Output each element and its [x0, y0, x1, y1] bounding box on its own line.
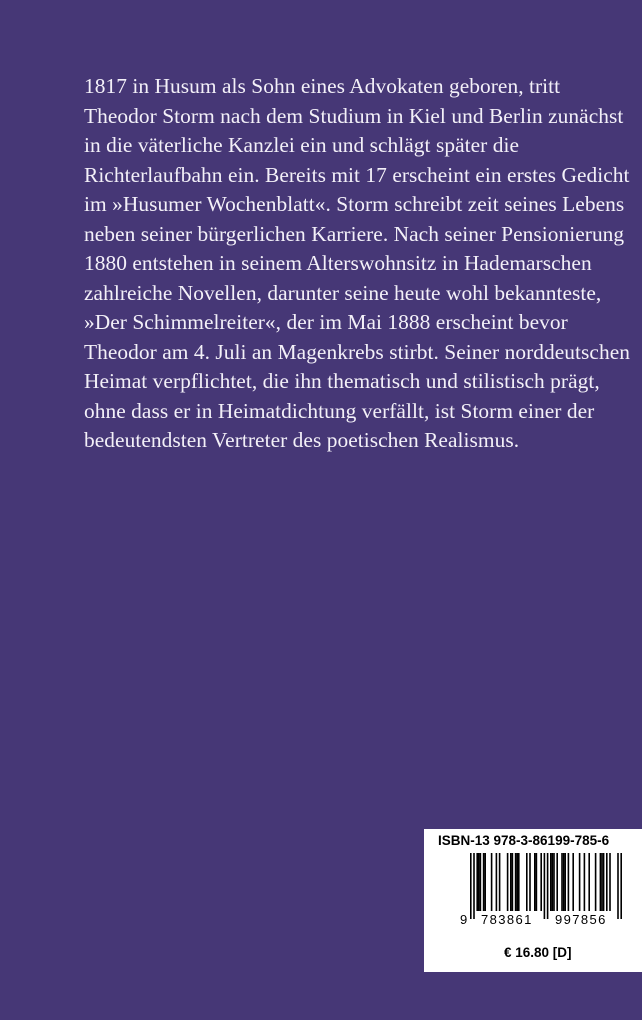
barcode-bar: [550, 853, 552, 911]
blurb-line: Theodor am 4. Juli an Magenkrebs stirbt. Seiner norddeutschen: [84, 339, 631, 364]
blurb-line: 1817 in Husum als Sohn eines Advokaten geboren, tritt: [84, 74, 561, 98]
barcode-bar: [552, 853, 554, 911]
author-biography: [84, 72, 642, 456]
price-label: € 16.80 [D]: [504, 945, 572, 960]
barcode-bar: [568, 853, 570, 911]
barcode-bar: [516, 853, 518, 911]
barcode-guard-bar: [617, 853, 619, 919]
barcode-bar: [540, 853, 542, 911]
blurb-line: Richterlaufbahn ein. Bereits mit 17 erscheint ein erstes Gedicht: [84, 162, 630, 187]
barcode-bar: [483, 853, 485, 911]
barcode-bar: [507, 853, 509, 911]
barcode-bar: [563, 853, 565, 911]
barcode-bar: [534, 853, 536, 911]
blurb-line: Heimat verpflichtet, die ihn thematisch und stilistisch prägt,: [84, 369, 600, 393]
barcode-bar: [529, 853, 531, 911]
barcode-bar: [553, 853, 555, 911]
barcode-bar: [556, 853, 558, 911]
barcode-bar: [600, 853, 602, 911]
barcode-digits-right: 997856: [555, 912, 607, 927]
blurb-line: Theodor Storm nach dem Studium in Kiel und Berlin zunächst: [84, 103, 624, 128]
barcode-bar: [601, 853, 603, 911]
barcode-bar: [561, 853, 563, 911]
barcode-icon: [470, 853, 630, 921]
barcode-digits-left: 783861: [481, 912, 533, 927]
barcode-bar: [572, 853, 574, 911]
barcode-bar: [536, 853, 538, 911]
barcode-bar: [480, 853, 482, 911]
barcode-guard-bar: [473, 853, 475, 919]
barcode-guard-bar: [547, 853, 549, 919]
barcode-bar: [579, 853, 581, 911]
barcode-bar: [515, 853, 517, 911]
blurb-line: »Der Schimmelreiter«, der im Mai 1888 erscheint bevor: [84, 310, 568, 334]
barcode-bar: [491, 853, 493, 911]
barcode-guard-bar: [544, 853, 546, 919]
barcode-label: [424, 829, 642, 972]
barcode-bar: [564, 853, 566, 911]
barcode-bar: [484, 853, 486, 911]
barcode-bar: [510, 853, 512, 911]
blurb-line: bedeutendsten Vertreter des poetischen Realismus.: [84, 428, 520, 452]
barcode-bar: [496, 853, 498, 911]
barcode-bar: [595, 853, 597, 911]
barcode-bar: [603, 853, 605, 911]
blurb-line: 1880 entstehen in seinem Alterswohnsitz in Hademarschen: [84, 251, 592, 275]
barcode-bar: [588, 853, 590, 911]
barcode-digit-first: 9: [460, 912, 468, 927]
barcode-bar: [606, 853, 608, 911]
barcode-bar: [609, 853, 611, 911]
blurb-line: zahlreiche Novellen, darunter seine heute wohl bekannteste,: [84, 280, 602, 305]
barcode-guard-bar: [620, 853, 622, 919]
blurb-line: in die väterliche Kanzlei ein und schlägt später die: [84, 133, 519, 157]
barcode-bar: [478, 853, 480, 911]
barcode-bar: [512, 853, 514, 911]
blurb-line: neben seiner bürgerlichen Karriere. Nach seiner Pensionierung: [84, 221, 625, 246]
blurb-line: im »Husumer Wochenblatt«. Storm schreibt zeit seines Lebens: [84, 192, 625, 216]
isbn-text: ISBN-13 978-3-86199-785-6: [438, 833, 610, 848]
barcode-bar: [518, 853, 520, 911]
blurb-line: ohne dass er in Heimatdichtung verfällt, ist Storm einer der: [84, 398, 595, 423]
barcode-guard-bar: [470, 853, 472, 919]
barcode-bar: [584, 853, 586, 911]
barcode-bar: [476, 853, 478, 911]
barcode-bar: [526, 853, 528, 911]
barcode-bar: [499, 853, 501, 911]
